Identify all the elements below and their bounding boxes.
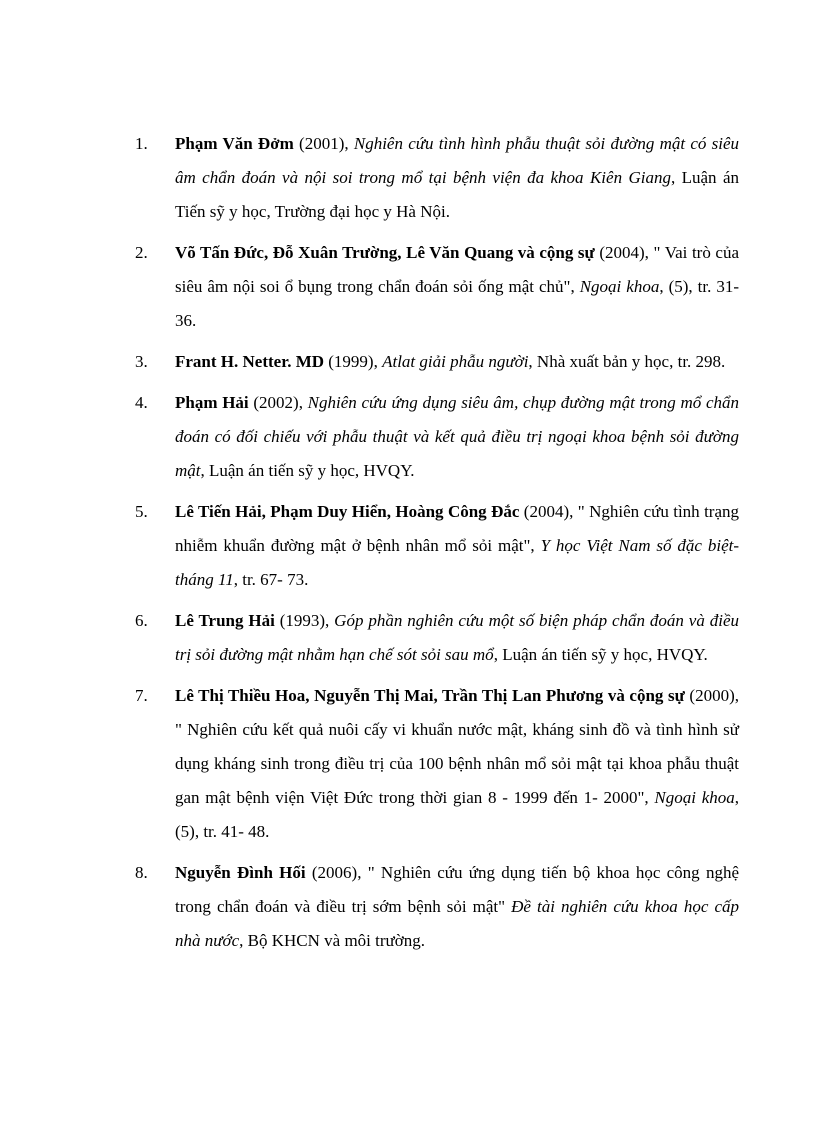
reference-title: Góp phần nghiên cứu một số biện pháp chẩn đoán và điều trị sỏi đường mật nhằm hạn chế sót sỏi sau mổ — [175, 611, 739, 664]
reference-item — [135, 495, 739, 597]
reference-title: Y học Việt Nam số đặc biệt- tháng 11 — [175, 536, 740, 589]
reference-details: (1999), — [324, 352, 383, 371]
reference-authors: Lê Trung Hải — [175, 611, 275, 630]
reference-item — [135, 856, 739, 958]
reference-number: 5. — [135, 502, 148, 521]
reference-item — [135, 386, 739, 488]
reference-details: , Nhà xuất bản y học, tr. 298. — [528, 352, 726, 371]
reference-details: , Luận án tiến sỹ y học, HVQY. — [200, 461, 415, 480]
reference-authors: Nguyễn Đình Hối — [175, 863, 306, 882]
reference-details: (1993), — [274, 611, 335, 630]
reference-item — [135, 345, 739, 379]
reference-text — [175, 679, 739, 849]
reference-details: (2000), " Nghiên cứu kết quả nuôi cấy vi khuẩn nước mật, kháng sinh đồ và tình hình sử dụng kháng sinh trong điều trị của 100 bệnh nhân mổ sỏi mật tại khoa phẫu thuật gan mật bệnh viện Việt Đức trong thời gian 8 - 1999 đến 1- 2000", — [175, 686, 740, 807]
reference-text — [175, 236, 739, 338]
reference-number: 8. — [135, 863, 148, 882]
reference-details: , Luận án tiến sỹ y học, HVQY. — [493, 645, 708, 664]
reference-item — [135, 127, 739, 229]
reference-number: 3. — [135, 352, 148, 371]
reference-title: Nghiên cứu ứng dụng siêu âm, chụp đường mật trong mổ chẩn đoán có đối chiếu với phẫu thuật và kết quả điều trị ngoại khoa bệnh sỏi đường mật — [175, 393, 739, 480]
reference-title: Atlat giải phẫu người — [382, 352, 529, 371]
reference-authors: Lê Tiến Hải, Phạm Duy Hiển, Hoàng Công Đắc — [175, 502, 520, 521]
reference-details: (2006), " Nghiên cứu ứng dụng tiến bộ khoa học công nghệ trong chẩn đoán và điều trị sớm bệnh sỏi mật" — [175, 863, 739, 916]
reference-authors: Lê Thị Thiều Hoa, Nguyễn Thị Mai, Trần Thị Lan Phương và cộng sự — [175, 686, 685, 705]
reference-authors: Phạm Hải — [175, 393, 249, 412]
reference-item — [135, 604, 739, 672]
reference-number: 6. — [135, 611, 148, 630]
reference-details: (2002), — [248, 393, 308, 412]
reference-text — [175, 127, 739, 229]
reference-authors: Frant H. Netter. MD — [175, 352, 325, 371]
reference-number: 7. — [135, 686, 148, 705]
reference-details: , (5), tr. 41- 48. — [175, 788, 739, 841]
reference-text — [175, 386, 739, 488]
reference-title: Ngoại khoa — [654, 788, 735, 807]
reference-item — [135, 679, 739, 849]
reference-title: Nghiên cứu tình hình phẫu thuật sỏi đường mật có siêu âm chẩn đoán và nội soi trong mổ tại bệnh viện đa khoa Kiên Giang — [175, 134, 740, 187]
reference-text — [175, 495, 739, 597]
reference-title: Ngoại khoa — [579, 277, 660, 296]
reference-details: (2004), " Nghiên cứu tình trạng nhiễm khuẩn đường mật ở bệnh nhân mổ sỏi mật", — [175, 502, 740, 555]
reference-item — [135, 236, 739, 338]
reference-authors: Phạm Văn Đởm — [175, 134, 294, 153]
reference-text — [175, 604, 739, 672]
reference-details: (2001), — [293, 134, 354, 153]
reference-text — [175, 856, 739, 958]
reference-details: , Luận án Tiến sỹ y học, Trường đại học y Hà Nội. — [175, 168, 739, 221]
reference-text — [175, 345, 739, 379]
reference-details: , tr. 67- 73. — [233, 570, 309, 589]
reference-number: 2. — [135, 243, 148, 262]
reference-number: 4. — [135, 393, 148, 412]
reference-details: , Bộ KHCN và môi trường. — [239, 931, 425, 950]
reference-number: 1. — [135, 134, 148, 153]
reference-details: , (5), tr. 31- 36. — [175, 277, 739, 330]
reference-details: (2004), " Vai trò của siêu âm nội soi ổ bụng trong chẩn đoán sỏi ống mật chủ", — [175, 243, 739, 296]
reference-authors: Võ Tấn Đức, Đỗ Xuân Trường, Lê Văn Quang và cộng sự — [175, 243, 595, 262]
reference-list — [135, 127, 739, 965]
reference-title: Đề tài nghiên cứu khoa học cấp nhà nước — [175, 897, 739, 950]
